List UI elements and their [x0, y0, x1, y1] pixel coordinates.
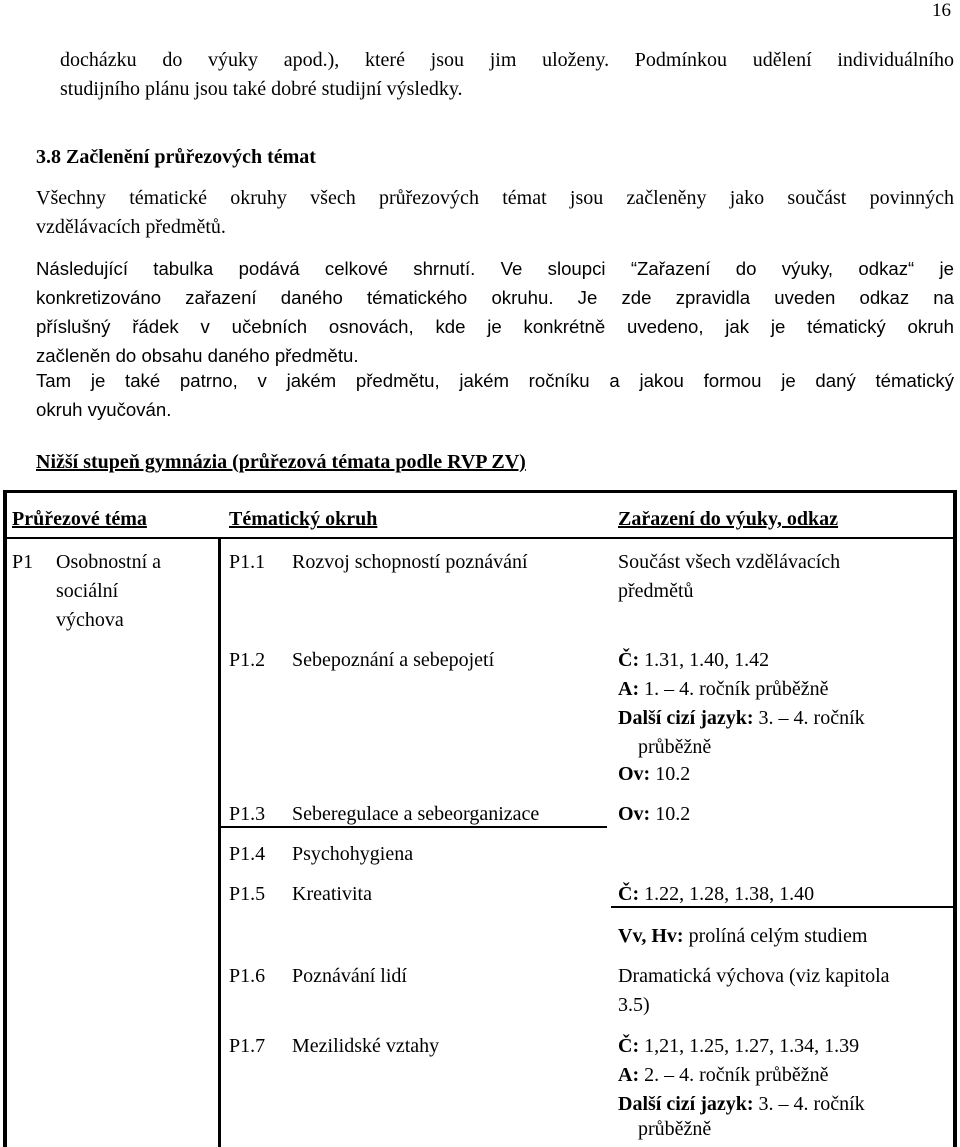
row-code: P1.6: [229, 965, 266, 987]
row-separator: [221, 826, 607, 828]
table-left-border: [3, 490, 7, 1147]
section-heading: 3.8 Začlenění průřezových témat: [36, 146, 316, 168]
placement-line-2: předmětů: [618, 580, 694, 602]
intro-line-1: docházku do výuky apod.), které jsou jim uloženy. Podmínkou udělení individuálního: [60, 49, 954, 71]
placement-art-music: Vv, Hv: prolíná celým studiem: [618, 925, 868, 947]
placement-czech: Č: 1,21, 1.25, 1.27, 1.34, 1.39: [618, 1035, 860, 1057]
placement-czech: Č: 1.22, 1.28, 1.38, 1.40: [618, 883, 815, 905]
row-code: P1.1: [229, 551, 266, 573]
placement-civics: Ov: 10.2: [618, 803, 691, 825]
row-name: Poznávání lidí: [292, 965, 407, 987]
row-name: Mezilidské vztahy: [292, 1035, 440, 1057]
header-separator: [3, 537, 957, 539]
placement-english: A: 2. – 4. ročník průběžně: [618, 1064, 829, 1086]
header-topic: Průřezové téma: [12, 508, 147, 530]
theme-code: P1: [12, 551, 34, 573]
column-divider: [218, 539, 221, 1147]
placement-czech: Č: 1.31, 1.40, 1.42: [618, 649, 770, 671]
paragraph-2-line-3: příslušný řádek v učebních osnovách, kde je konkrétně uvedeno, jak je tématický okruh: [36, 316, 954, 337]
row-code: P1.5: [229, 883, 266, 905]
theme-name-line-3: výchova: [56, 609, 124, 631]
row-code: P1.4: [229, 843, 266, 865]
placement-second-language-cont: průběžně: [638, 736, 712, 758]
row-name: Seberegulace a sebeorganizace: [292, 803, 540, 825]
theme-name-line-2: sociální: [56, 580, 119, 602]
placement-english: A: 1. – 4. ročník průběžně: [618, 678, 829, 700]
theme-name-line-1: Osobnostní a: [56, 551, 161, 573]
paragraph-3-line-1: Tam je také patrno, v jakém předmětu, jakém ročníku a jakou formou je daný tématický: [36, 370, 954, 391]
placement-civics: Ov: 10.2: [618, 763, 691, 785]
placement-second-language-cont: průběžně: [638, 1118, 712, 1140]
table-right-border: [953, 490, 957, 1147]
placement-line-2: 3.5): [618, 994, 650, 1016]
table-top-border: [3, 490, 957, 493]
row-separator: [611, 906, 953, 908]
paragraph-2-line-1: Následující tabulka podává celkové shrnutí. Ve sloupci “Zařazení do výuky, odkaz“ je: [36, 258, 954, 279]
paragraph-2-line-4: začleněn do obsahu daného předmětu.: [36, 345, 359, 366]
placement-line-1: Součást všech vzdělávacích: [618, 551, 841, 573]
paragraph-2-line-2: konkretizováno zařazení daného tématického okruhu. Je zde zpravidla uveden odkaz na: [36, 287, 954, 308]
header-placement: Zařazení do výuky, odkaz: [618, 508, 839, 530]
paragraph-3-line-2: okruh vyučován.: [36, 399, 172, 420]
page-number: 16: [932, 0, 951, 21]
intro-line-2: studijního plánu jsou také dobré studijní výsledky.: [60, 78, 463, 100]
placement-second-language: Další cizí jazyk: 3. – 4. ročník: [618, 1093, 865, 1115]
row-name: Sebepoznání a sebepojetí: [292, 649, 495, 671]
placement-second-language: Další cizí jazyk: 3. – 4. ročník: [618, 707, 865, 729]
row-code: P1.3: [229, 803, 266, 825]
row-code: P1.7: [229, 1035, 266, 1057]
placement-line-1: Dramatická výchova (viz kapitola: [618, 965, 890, 987]
row-name: Kreativita: [292, 883, 372, 905]
paragraph-1-line-1: Všechny tématické okruhy všech průřezových témat jsou začleněny jako součást povinných: [36, 187, 954, 209]
header-area: Tématický okruh: [229, 508, 378, 530]
paragraph-1-line-2: vzdělávacích předmětů.: [36, 216, 226, 238]
row-name: Psychohygiena: [292, 843, 414, 865]
subheading: Nižší stupeň gymnázia (průřezová témata podle RVP ZV): [36, 451, 526, 473]
row-code: P1.2: [229, 649, 266, 671]
row-name: Rozvoj schopností poznávání: [292, 551, 528, 573]
